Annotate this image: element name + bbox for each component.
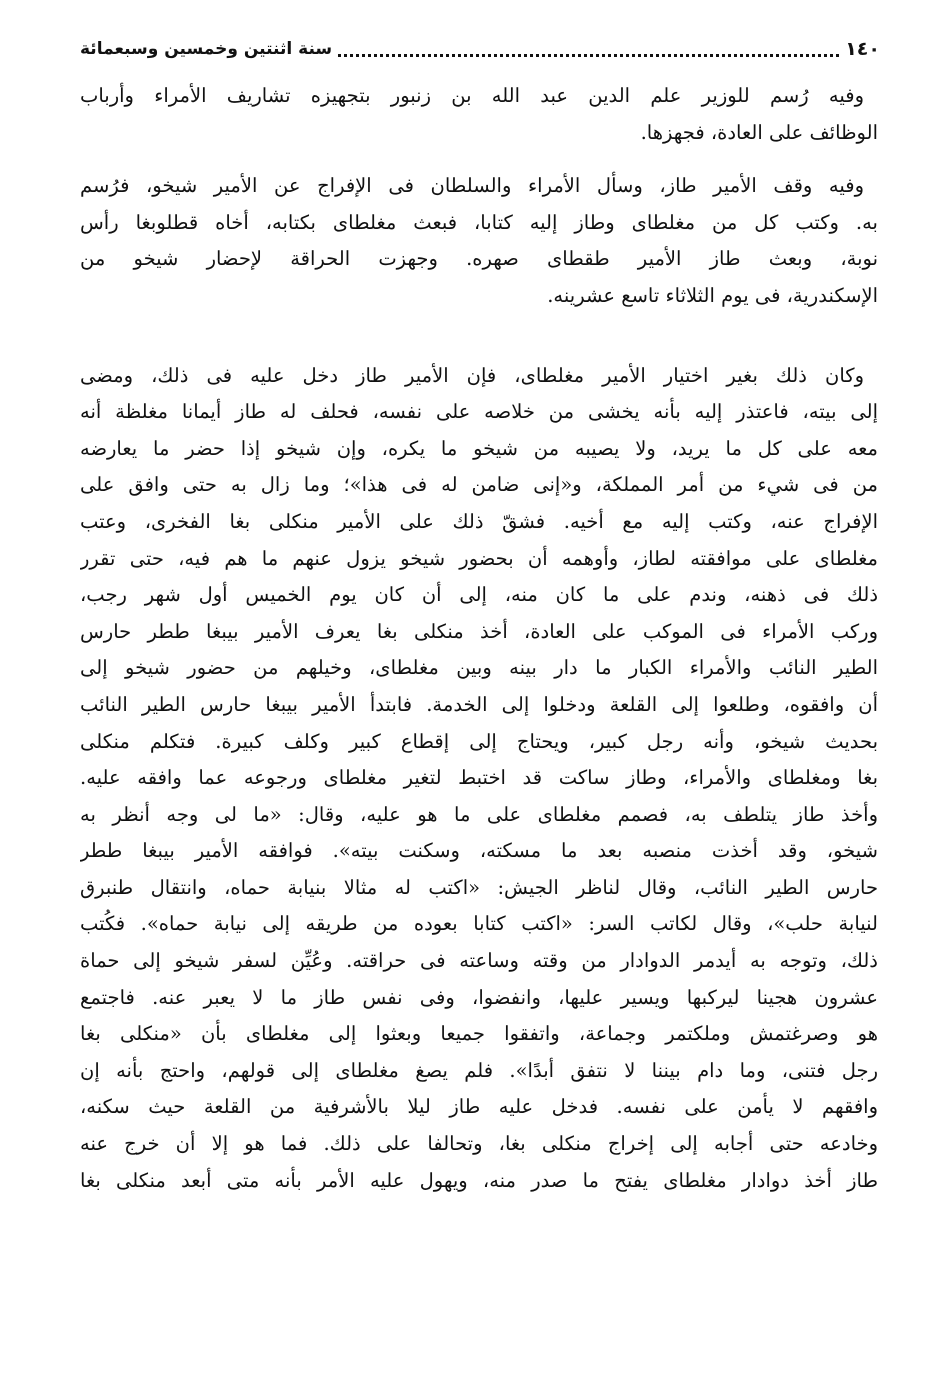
- paragraph: [80, 78, 878, 151]
- text-line: وكان ذلك بغير اختيار الأمير مغلطاى، فإن الأمير طاز دخل عليه فى ذلك، ومضى: [80, 363, 864, 387]
- text-line: لنيابة حلب»، وقال لكاتب السر: «اكتب كتابا بعوده من طريقه إلى نيابة حماه». فكُتب: [80, 912, 878, 936]
- text-line: مغلطاى على موافقته لطاز، وأوهمه أن بحضور شيخو يزول عنهم ما هم فيه، حتى تقرر: [80, 546, 878, 570]
- text-line: وفيه وقف الأمير طاز، وسأل الأمراء والسلطان فى الإفراج عن الأمير شيخو، فرُسم: [80, 174, 864, 198]
- running-title: سنة اثنتين وخمسين وسبعمائة: [80, 39, 333, 59]
- text-line: ذلك فى ذهنه، وندم على ما كان منه، إلى أن كان يوم الخميس أول شهر رجب،: [80, 583, 878, 607]
- text-line: نوبة، وبعث طاز الأمير طقطاى صهره. وجهزت الحراقة لإحضار شيخو من: [80, 247, 878, 271]
- text-line: وافقهم لا يأمن على نفسه. فدخل عليه طاز ليلا بالأشرفية من القلعة حيث سكنه،: [80, 1095, 878, 1119]
- text-line: أن وافقوه، وطلعوا إلى القلعة ودخلوا إلى الخدمة. فابتدأ الأمير بيبغا حارس الطير النائب: [80, 692, 878, 716]
- text-line: الوظائف على العادة، فجهزها.: [640, 120, 878, 144]
- header-dot-leader: [338, 42, 839, 57]
- text-line: بحديث شيخو، وأنه رجل كبير، ويحتاج إلى إقطاع كبير وكلف كبيرة. فتكلم منكلى: [80, 729, 878, 753]
- text-line: ذلك، وتوجه به أيدمر الدوادار من وقته وساعته فى حراقته. وعُيِّن لسفر شيخو إلى حماة: [80, 949, 878, 973]
- text-line: الإسكندرية، فى يوم الثلاثاء تاسع عشرينه.: [547, 283, 878, 307]
- text-line: الإفراج عنه، وكتب إليه مع أخيه. فشقّ ذلك على الأمير منكلى بغا الفخرى، وعتب: [80, 509, 878, 533]
- text-line: وفيه رُسم للوزير علم الدين عبد الله بن زنبور بتجهيزه تشاريف الأمراء وأرباب: [80, 84, 864, 107]
- text-line: من فى شيء من أمر المملكة، و«إنى ضامن له فى هذا»؛ وما زال به حتى وافق على: [80, 473, 878, 497]
- page-body: [80, 78, 878, 1199]
- text-line: بغا ومغلطاى والأمراء، وطاز ساكت قد اختبط لتغير مغلطاى ورجوعه عما وافقه عليه.: [80, 766, 878, 790]
- text-line: إلى بيته، فاعتذر إليه بأنه يخشى من خلاصه على نفسه، فحلف له طاز أيمانا مغلظة أنه: [80, 400, 878, 424]
- text-line: الطير النائب والأمراء الكبار ما دار بينه وبين مغلطاى، وخيلهم من حضور شيخو إلى: [80, 656, 878, 680]
- paragraph: [80, 358, 878, 1200]
- text-line: به. وكتب كل من مغلطاى وطاز إليه كتابا، فبعث مغلطاى بكتابه، أخاه قطلوبغا رأس: [80, 210, 878, 234]
- text-line: شيخو، وقد أخذت منصبه بعد ما مسكته، وسكنت بيته». فوافقه الأمير بيبغا ططر: [80, 839, 878, 863]
- page-number: ١٤٠: [845, 38, 880, 60]
- text-line: وركب الأمراء فى الموكب على العادة، أخذ منكلى بغا يعرف الأمير بيبغا ططر حارس: [80, 619, 878, 643]
- running-header: [80, 34, 880, 64]
- text-line: هو وصرغتمش وملكتمر وجماعة، واتفقوا جميعا وبعثوا إلى مغلطاى بأن «منكلى بغا: [80, 1022, 878, 1046]
- paragraph: [80, 168, 878, 314]
- text-line: حارس الطير النائب، وقال لناظر الجيش: «اكتب له مثالا بنيابة حماه، وانتقال طنبرق: [80, 875, 878, 899]
- text-line: طاز أخذ دوادار مغلطاى يفتح ما صدر منه، ويهول عليه الأمر بأنه متى أبعد منكلى بغا: [80, 1168, 878, 1192]
- text-line: عشرون هجينا ليركبها ويسير عليها، وانفضوا، وفى نفس طاز ما لا يعبر عنه. فاجتمع: [80, 985, 878, 1009]
- text-line: رجل فتنى، وما دام بيننا لا نتفق أبدًا». فلم يصغ مغلطاى إلى قولهم، واحتج بأنه إن: [80, 1058, 878, 1082]
- text-line: معه على كل ما يريد، ولا يصيبه من شيخو ما يكره، وإن شيخو إذا حضر ما يعارضه: [80, 436, 878, 460]
- text-line: وأخذ طاز يتلطف به، فصمم مغلطاى على ما هو عليه، وقال: «ما لى وجه أنظر به: [80, 802, 878, 826]
- text-line: وخادعه حتى أجابه إلى إخراج منكلى بغا، وتحالفا على ذلك. فما هو إلا أن خرج عنه: [80, 1132, 878, 1156]
